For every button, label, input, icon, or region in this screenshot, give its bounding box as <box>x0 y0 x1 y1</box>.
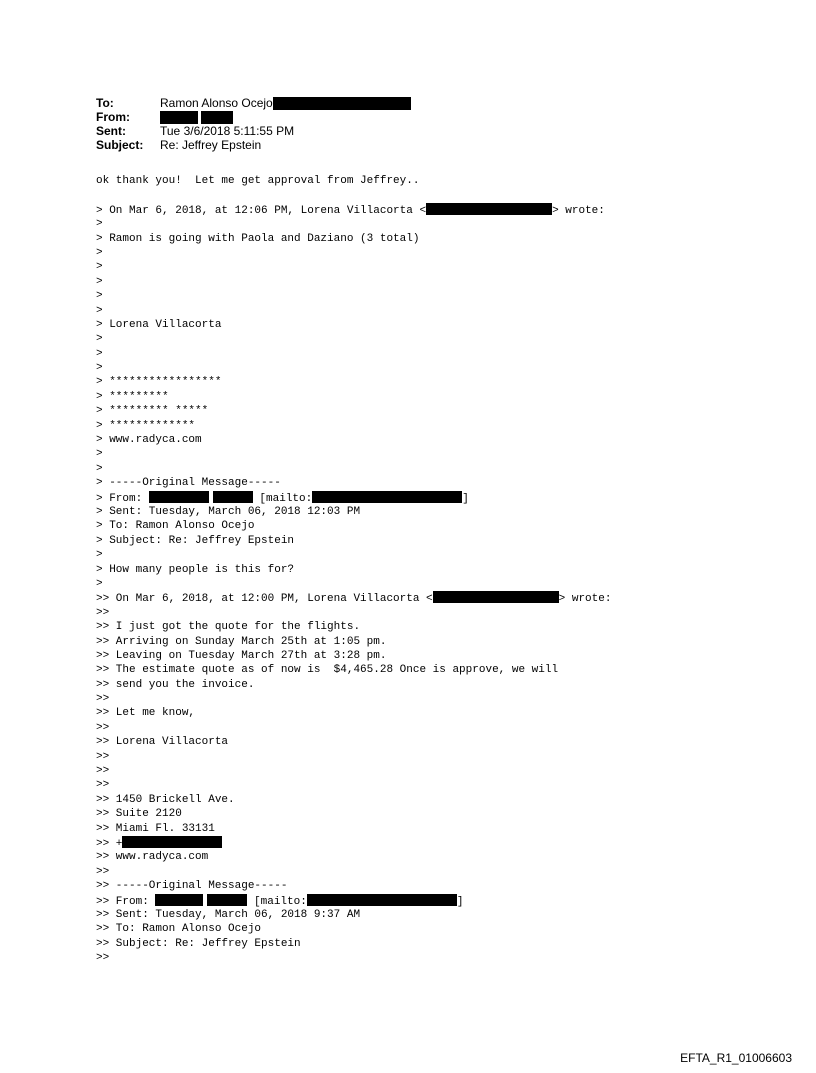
body-line <box>96 836 796 850</box>
body-line: > ********* <box>96 390 169 403</box>
body-line: > <box>96 275 103 288</box>
body-line <box>96 188 796 202</box>
redaction-box <box>307 894 457 906</box>
body-line <box>96 491 796 505</box>
body-line: > <box>96 362 103 375</box>
body-text: ] <box>456 895 464 908</box>
body-line: > <box>96 462 103 475</box>
body-line: > <box>96 246 103 259</box>
redaction-box <box>433 591 559 603</box>
body-line: > <box>96 218 103 231</box>
body-line: > <box>96 549 103 562</box>
body-line: > ********* ***** <box>96 405 209 418</box>
body-line: >> Lorena Villacorta <box>96 736 229 749</box>
body-line: >> Miami Fl. 33131 <box>96 822 215 835</box>
body-line: > Ramon is going with Paola and Daziano (3 total) <box>96 232 420 245</box>
body-line: >> The estimate quote as of now is $4,465.28 Once is approve, we will <box>96 664 559 677</box>
body-line: >> Arriving on Sunday March 25th at 1:05 pm. <box>96 635 387 648</box>
body-line: > <box>96 448 103 461</box>
body-line: > <box>96 347 103 360</box>
body-line: >> To: Ramon Alonso Ocejo <box>96 923 262 936</box>
body-line <box>96 591 796 605</box>
body-line: >> <box>96 750 110 763</box>
redaction-box <box>426 203 552 215</box>
body-line: >> Suite 2120 <box>96 808 182 821</box>
from-label: From: <box>96 110 130 124</box>
body-line: >> Leaving on Tuesday March 27th at 3:28 pm. <box>96 649 387 662</box>
body-line: >> Subject: Re: Jeffrey Epstein <box>96 937 301 950</box>
body-text: > On Mar 6, 2018, at 12:06 PM, Lorena Villacorta < <box>96 204 427 217</box>
from-row <box>96 110 411 124</box>
body-line: > <box>96 290 103 303</box>
body-line: >> <box>96 693 110 706</box>
body-line: ok thank you! Let me get approval from Jeffrey.. <box>96 175 420 187</box>
body-line: > <box>96 261 103 274</box>
body-line: >> Sent: Tuesday, March 06, 2018 9:37 AM <box>96 908 361 921</box>
document-id: EFTA_R1_01006603 <box>680 1051 792 1065</box>
body-line <box>96 203 796 217</box>
sent-label: Sent: <box>96 124 126 138</box>
redaction-box <box>149 491 209 503</box>
body-line: > <box>96 333 103 346</box>
body-line: > Subject: Re: Jeffrey Epstein <box>96 534 295 547</box>
body-text: ] <box>462 492 469 505</box>
email-header <box>96 96 411 152</box>
body-line: >> <box>96 952 110 965</box>
body-line: >> <box>96 865 110 878</box>
body-line: >> Let me know, <box>96 707 196 720</box>
redaction-box <box>155 894 203 906</box>
body-text: > wrote: <box>552 204 605 217</box>
redaction-box <box>207 894 247 906</box>
redaction-box <box>213 491 253 503</box>
body-line: > <box>96 577 103 590</box>
body-text: >> From: <box>96 895 156 908</box>
body-line: > To: Ramon Alonso Ocejo <box>96 520 255 533</box>
body-line: >> send you the invoice. <box>96 678 255 691</box>
body-line: >> 1450 Brickell Ave. <box>96 793 235 806</box>
body-line: >> <box>96 779 110 792</box>
redaction-box <box>273 97 411 110</box>
body-line: > <box>96 304 103 317</box>
subject-label: Subject: <box>96 138 144 152</box>
body-line: >> <box>96 765 110 778</box>
redaction-box <box>312 491 462 503</box>
body-line: >> <box>96 606 110 619</box>
subject-row <box>96 138 411 152</box>
body-text: > wrote: <box>558 593 612 606</box>
body-line: > www.radyca.com <box>96 434 202 447</box>
body-line: > How many people is this for? <box>96 563 295 576</box>
body-line: > -----Original Message----- <box>96 477 281 490</box>
body-line: >> <box>96 721 110 734</box>
body-line: >> www.radyca.com <box>96 851 209 864</box>
sent-row <box>96 124 411 138</box>
redaction-box <box>122 836 222 848</box>
subject-value: Re: Jeffrey Epstein <box>160 138 262 152</box>
body-line: > ************* <box>96 419 196 432</box>
body-text: >> + <box>96 837 123 850</box>
body-line: > Sent: Tuesday, March 06, 2018 12:03 PM <box>96 505 361 518</box>
body-line: >> I just got the quote for the flights. <box>96 621 361 634</box>
body-text: [mailto: <box>252 492 313 505</box>
redaction-box <box>160 111 198 124</box>
redaction-box <box>201 111 233 124</box>
to-row <box>96 96 411 110</box>
body-line: > Lorena Villacorta <box>96 318 222 331</box>
body-text: [mailto: <box>247 895 307 908</box>
to-label: To: <box>96 96 114 110</box>
sent-value: Tue 3/6/2018 5:11:55 PM <box>160 124 295 138</box>
body-text: > From: <box>96 492 149 505</box>
body-text: >> On Mar 6, 2018, at 12:00 PM, Lorena Villacorta < <box>96 593 433 606</box>
body-line: > ***************** <box>96 376 222 389</box>
email-body <box>96 174 796 965</box>
body-line <box>96 894 796 908</box>
body-line: >> -----Original Message----- <box>96 880 288 893</box>
to-value: Ramon Alonso Ocejo <box>160 96 273 110</box>
